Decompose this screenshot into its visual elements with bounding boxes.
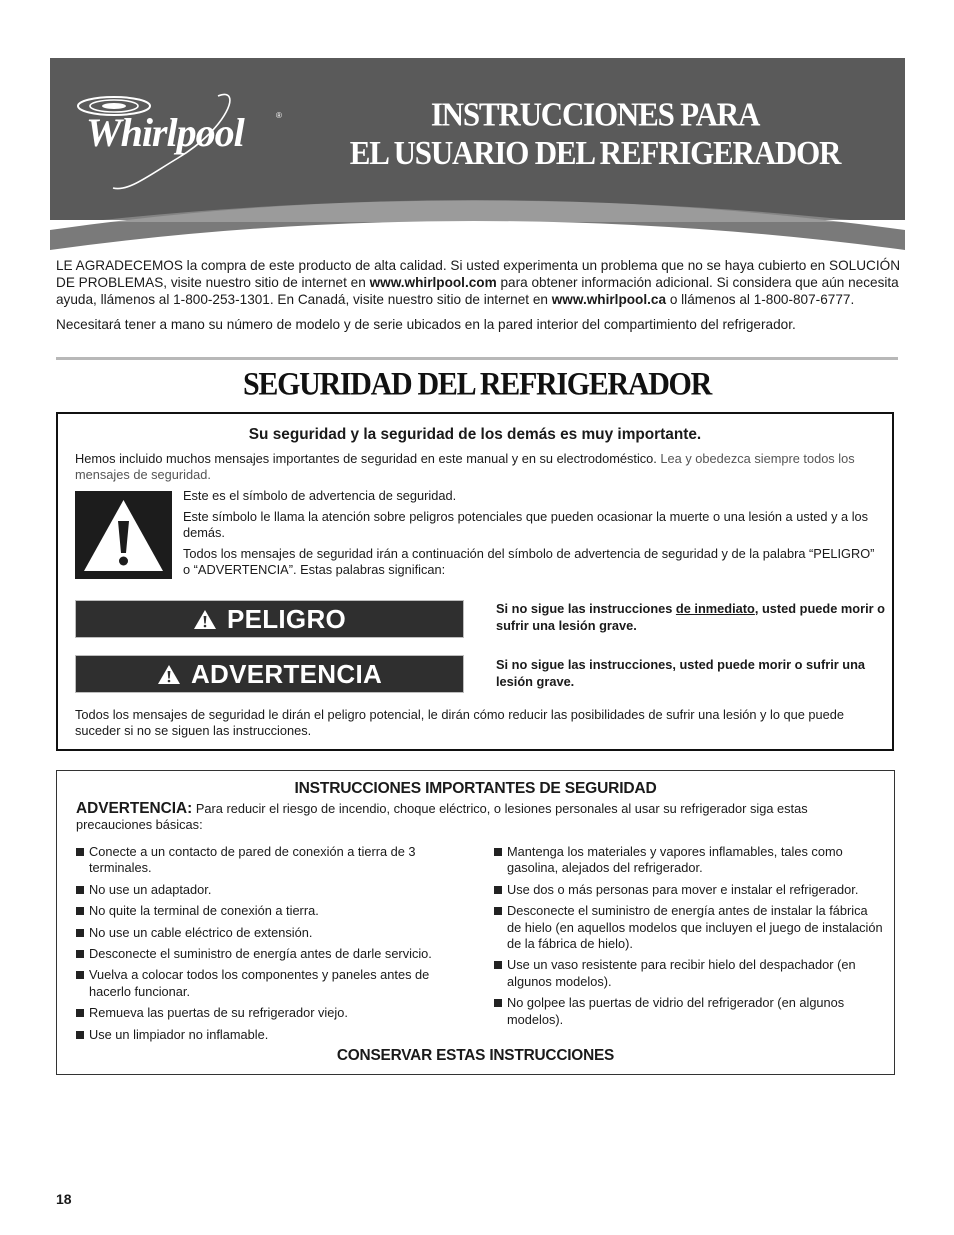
list-item: No golpee las puertas de vidrio del refrigerador (en algunos modelos). — [494, 995, 884, 1028]
list-item: No quite la terminal de conexión a tierra. — [76, 903, 471, 919]
intro-paragraph-2: Necesitará tener a mano su número de modelo y de serie ubicados en la pared interior del compartimiento del refrigerador. — [56, 317, 796, 332]
list-item: Desconecte el suministro de energía antes de darle servicio. — [76, 946, 471, 962]
svg-text:®: ® — [276, 111, 282, 120]
safety-intro — [75, 451, 885, 483]
warning-triangle-icon — [193, 609, 217, 630]
website-link-ca[interactable]: www.whirlpool.ca — [551, 292, 667, 307]
safety-box-footer: Todos los mensajes de seguridad le dirán el peligro potencial, le dirán cómo reducir las posibilidades de sufrir una lesión y lo que puede suceder si no se siguen las instrucciones. — [75, 707, 844, 738]
list-item: No use un cable eléctrico de extensión. — [76, 925, 471, 941]
website-link-us[interactable]: www.whirlpool.com — [369, 275, 497, 290]
intro-text-b: para obtener información adicional. Si considera que aún necesita ayuda, llámenos al 1-800-253-1301. En Canadá, visite nuestro sitio de internet en — [56, 275, 899, 307]
page-title — [305, 95, 885, 173]
page-number: 18 — [56, 1191, 72, 1207]
safety-box-heading: Su seguridad y la seguridad de los demás es muy importante. — [248, 426, 702, 443]
peligro-desc-b: , usted puede morir o sufrir una lesión grave. — [496, 601, 885, 633]
symbol-explanation — [183, 488, 883, 583]
title-line-1: INSTRUCCIONES PARA — [430, 95, 760, 133]
safety-alert-symbol-icon — [75, 491, 172, 579]
intro-text-c: o llámenos al 1-800-807-6777. — [666, 292, 855, 307]
peligro-description — [496, 600, 886, 634]
advertencia-description: Si no sigue las instrucciones, usted puede morir o sufrir una lesión grave. — [496, 657, 866, 689]
precautions-list-right — [494, 844, 884, 1033]
list-item: Use un vaso resistente para recibir hielo del despachador (en algunos modelos). — [494, 957, 884, 990]
warning-triangle-icon — [157, 664, 181, 685]
peligro-desc-underlined: de inmediato — [675, 601, 755, 616]
list-item: No use un adaptador. — [76, 882, 471, 898]
peligro-signal-banner — [75, 600, 464, 638]
list-item: Use dos o más personas para mover e instalar el refrigerador. — [494, 882, 884, 898]
list-item: Remueva las puertas de su refrigerador viejo. — [76, 1005, 471, 1021]
symbol-text-2: Este símbolo le llama la atención sobre peligros potenciales que pueden ocasionar la muerte o una lesión a usted y a los demás. — [183, 509, 869, 540]
peligro-desc-a: Si no sigue las instrucciones — [496, 601, 676, 616]
section-title: SEGURIDAD DEL REFRIGERADOR — [243, 366, 711, 403]
intro-text-a: LE AGRADECEMOS la compra de este producto de alta calidad. Si usted experimenta un problema que no se haya cubierto en SOLUCIÓN DE PROBLEMAS, visite nuestro sitio de internet en — [56, 258, 901, 290]
list-item: Mantenga los materiales y vapores inflamables, tales como gasolina, alejados del refrigerador. — [494, 844, 884, 877]
whirlpool-logo-icon — [68, 88, 288, 193]
save-instructions-note: CONSERVAR ESTAS INSTRUCCIONES — [336, 1047, 615, 1064]
list-item: Conecte a un contacto de pared de conexión a tierra de 3 terminales. — [76, 844, 471, 877]
list-item: Use un limpiador no inflamable. — [76, 1027, 471, 1043]
list-item: Desconecte el suministro de energía antes de instalar la fábrica de hielo (en aquellos modelos que incluyen el juego de instalación de la fábrica de hielo). — [494, 903, 884, 952]
advertencia-inline-label: ADVERTENCIA: — [76, 800, 193, 817]
important-instructions-box — [56, 770, 895, 1075]
advertencia-precautions — [76, 801, 876, 833]
advertencia-inline-text: Para reducir el riesgo de incendio, choque eléctrico, o lesiones personales al usar su refrigerador siga estas precauciones básicas: — [76, 801, 808, 832]
section-divider — [56, 357, 898, 360]
advertencia-label: ADVERTENCIA — [190, 658, 383, 689]
safety-message-box — [56, 412, 894, 751]
svg-text:Whirlpool: Whirlpool — [86, 110, 244, 155]
advertencia-signal-banner — [75, 655, 464, 693]
safety-intro-b: Lea y obedezca siempre todos los mensajes de seguridad. — [75, 451, 855, 482]
intro-paragraph-1 — [56, 257, 901, 308]
precautions-list-left — [76, 844, 471, 1048]
symbol-text-1: Este es el símbolo de advertencia de seguridad. — [183, 488, 457, 503]
title-line-2: EL USUARIO DEL REFRIGERADOR — [349, 134, 841, 172]
list-item: Vuelva a colocar todos los componentes y paneles antes de hacerlo funcionar. — [76, 967, 471, 1000]
symbol-text-3: Todos los mensajes de seguridad irán a continuación del símbolo de advertencia de seguridad y de la palabra “PELIGRO” o “ADVERTENCIA”. Estas palabras significan: — [183, 546, 875, 577]
intro-text — [56, 257, 901, 333]
peligro-label: PELIGRO — [226, 603, 347, 634]
safety-intro-a: Hemos incluido muchos mensajes importantes de seguridad en este manual y en su electrodoméstico. — [75, 451, 661, 466]
important-heading: INSTRUCCIONES IMPORTANTES DE SEGURIDAD — [294, 780, 657, 797]
